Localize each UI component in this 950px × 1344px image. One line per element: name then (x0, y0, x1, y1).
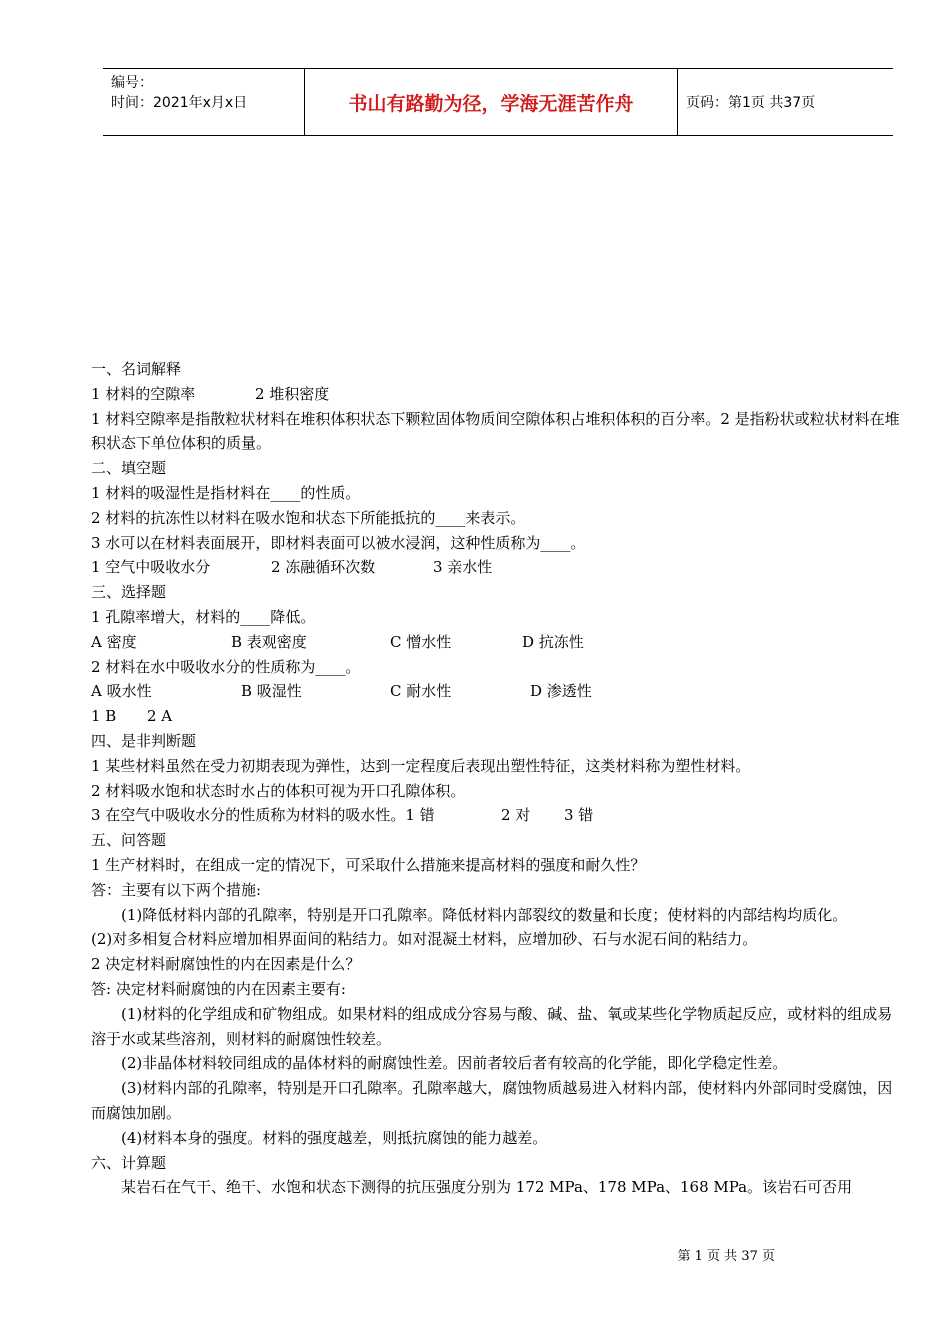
answer-item: 1 空气中吸收水分 (91, 558, 211, 577)
answer-paragraph: (1)材料的化学组成和矿物组成。如果材料的组成成分容易与酸、碱、盐、氧或某些化学物质起反应，或材料的组成易溶于水或某些溶剂，则材料的耐腐蚀性较差。 (91, 1004, 893, 1048)
header-meta (103, 69, 304, 135)
answer-paragraph: (2)对多相复合材料应增加相界面间的粘结力。如对混凝土材料，应增加砂、石与水泥石间的粘结力。 (91, 930, 758, 949)
question-item: 2 堆积密度 (255, 384, 330, 403)
answer-line (91, 555, 907, 580)
answer-paragraph: 1 材料空隙率是指散粒状材料在堆积体积状态下颗粒固体物质间空隙体积占堆积体积的百分率。2 是指粉状或粒状材料在堆积状态下单位体积的质量。 (91, 409, 900, 453)
document-body (91, 357, 907, 1200)
page-footer: 第 1 页 共 37 页 (677, 1249, 775, 1264)
page-header (103, 68, 893, 136)
section-title: 三、选择题 (91, 583, 167, 602)
answer-paragraph: (3)材料内部的孔隙率，特别是开口孔隙率。孔隙率越大，腐蚀物质越易进入材料内部，使材料内外部同时受腐蚀，因而腐蚀加剧。 (91, 1079, 893, 1122)
answer-item: 2 冻融循环次数 (271, 558, 376, 577)
section-title: 二、填空题 (91, 459, 167, 478)
option-item: D 抗冻性 (522, 632, 584, 651)
option-item: D 渗透性 (530, 682, 592, 701)
section-title: 六、计算题 (91, 1153, 167, 1172)
document-number-label: 编号： (111, 75, 153, 91)
question-line (91, 382, 907, 407)
answer-item: 2 A (147, 707, 173, 726)
document-time: 时间：2021年x月x日 (111, 95, 248, 111)
option-item: A 密度 (91, 632, 137, 651)
answer-item: 3 错 (564, 806, 594, 825)
question-line: 2 材料的抗冻性以材料在吸水饱和状态下所能抵抗的____来表示。 (91, 508, 526, 527)
question-line: 2 材料在水中吸收水分的性质称为____。 (91, 657, 361, 676)
answer-paragraph: (2)非晶体材料较同组成的晶体材料的耐腐蚀性差。因前者较后者有较高的化学能，即化学稳定性差。 (121, 1054, 788, 1073)
answer-paragraph: (1)降低材料内部的孔隙率，特别是开口孔隙率。降低材料内部裂纹的数量和长度；使材料的内部结构均质化。 (121, 905, 848, 924)
question-line (91, 803, 907, 828)
header-motto: 书山有路勤为径，学海无涯苦作舟 (304, 69, 678, 135)
section-title: 五、问答题 (91, 831, 167, 850)
question-item: 3 在空气中吸收水分的性质称为材料的吸水性。1 错 (91, 806, 435, 825)
option-item: A 吸水性 (91, 682, 152, 701)
option-line (91, 679, 907, 704)
question-line: 1 某些材料虽然在受力初期表现为弹性，达到一定程度后表现出塑性特征，这类材料称为塑性材料。 (91, 756, 751, 775)
answer-item: 1 B (91, 707, 117, 726)
option-line (91, 630, 907, 655)
answer-intro: 答: 决定材料耐腐蚀的内在因素主要有: (91, 979, 346, 998)
question-line: 2 材料吸水饱和状态时水占的体积可视为开口孔隙体积。 (91, 781, 466, 800)
option-item: C 耐水性 (390, 682, 452, 701)
answer-item: 2 对 (501, 806, 531, 825)
question-line: 2 决定材料耐腐蚀性的内在因素是什么？ (91, 955, 361, 974)
option-item: B 吸湿性 (241, 682, 302, 701)
section-title: 一、名词解释 (91, 360, 182, 378)
answer-intro: 答：主要有以下两个措施: (91, 880, 262, 899)
option-item: C 憎水性 (390, 632, 452, 651)
answer-item: 3 亲水性 (433, 558, 493, 577)
answer-line (91, 704, 907, 729)
header-page-info: 页码：第1页 共37页 (686, 95, 816, 111)
question-line: 1 材料的吸湿性是指材料在____的性质。 (91, 483, 361, 502)
question-line: 某岩石在气干、绝干、水饱和状态下测得的抗压强度分别为 172 MPa、178 MPa、168 MPa。该岩石可否用 (121, 1178, 853, 1197)
question-line: 1 孔隙率增大，材料的____降低。 (91, 607, 316, 626)
question-line: 1 生产材料时，在组成一定的情况下，可采取什么措施来提高材料的强度和耐久性？ (91, 855, 646, 874)
question-line: 3 水可以在材料表面展开，即材料表面可以被水浸润，这种性质称为____。 (91, 533, 586, 552)
option-item: B 表观密度 (231, 632, 307, 651)
section-title: 四、是非判断题 (91, 731, 197, 750)
answer-paragraph: (4)材料本身的强度。材料的强度越差，则抵抗腐蚀的能力越差。 (121, 1128, 548, 1147)
question-item: 1 材料的空隙率 (91, 384, 196, 403)
